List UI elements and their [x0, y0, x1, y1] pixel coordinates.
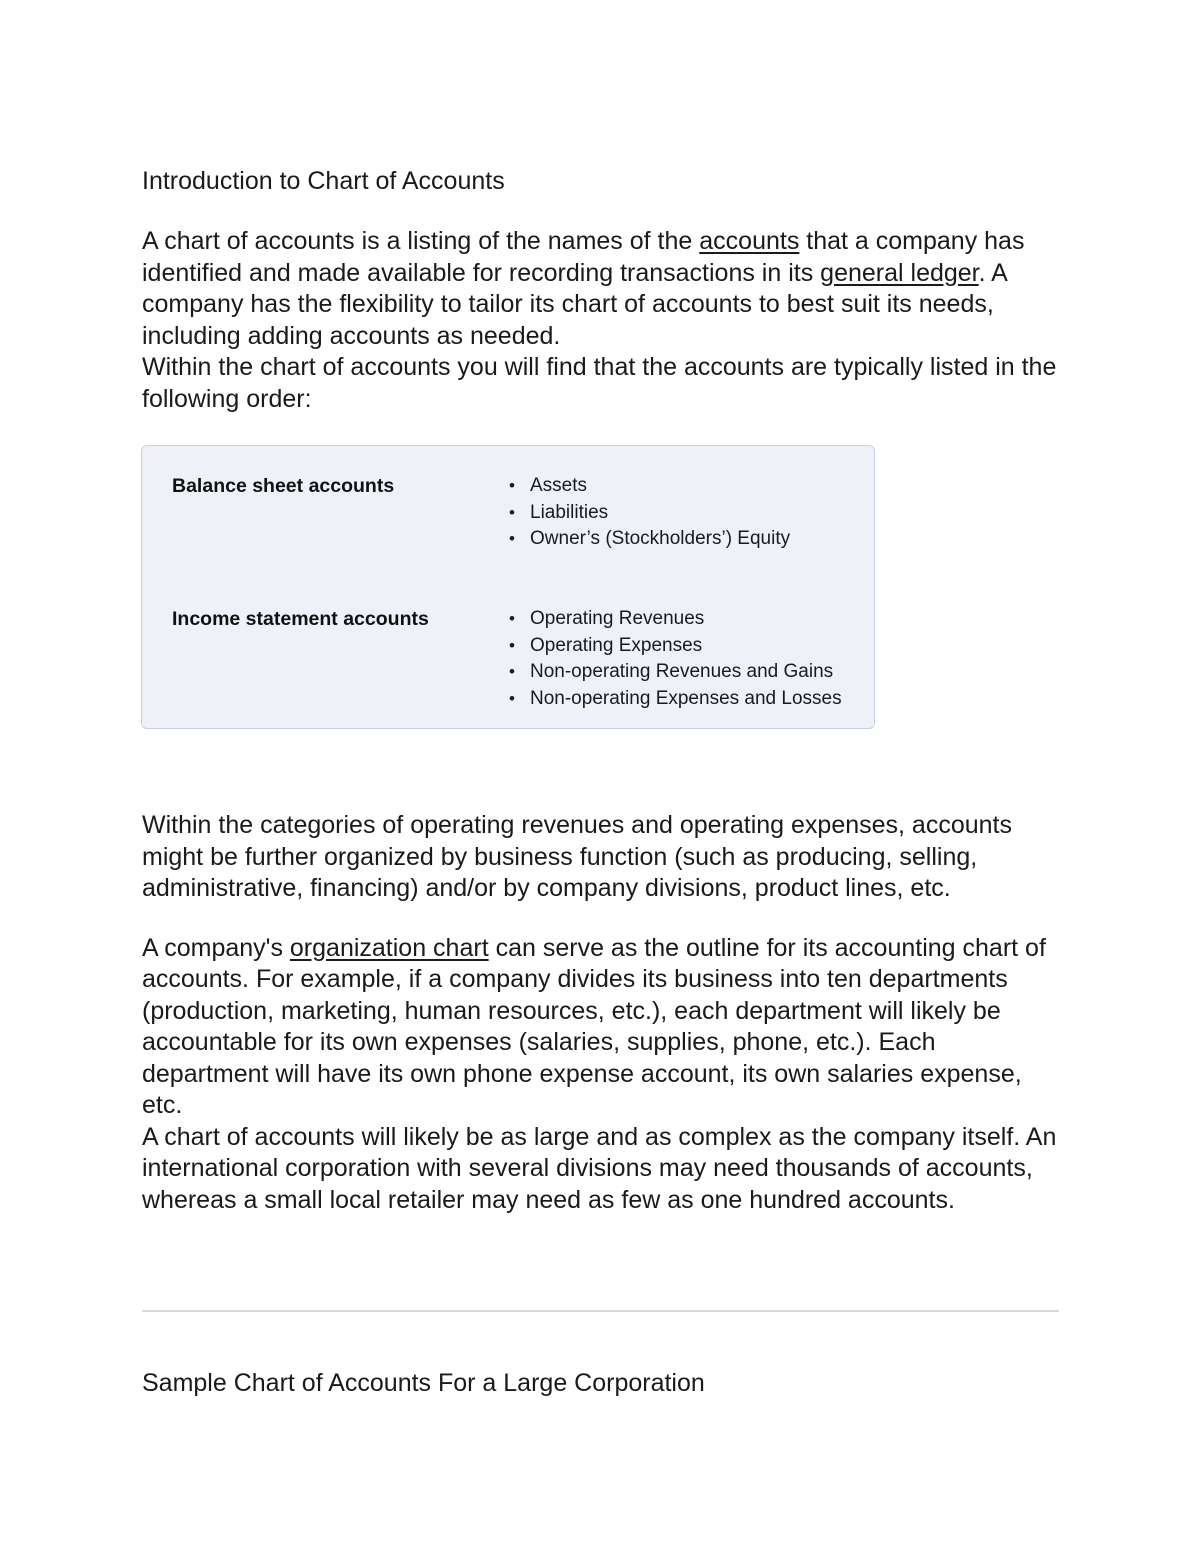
body-section [142, 810, 1060, 1216]
section-title: Sample Chart of Accounts For a Large Corporation [142, 1369, 705, 1397]
accounts-link[interactable]: accounts [699, 227, 800, 255]
list-item: • Non-operating Expenses and Losses [509, 686, 842, 713]
list-item: • Operating Expenses [509, 633, 842, 660]
intro-text-b: that a company has identified and made available for recording transactions in its [142, 227, 1025, 287]
list-item: • Non-operating Revenues and Gains [509, 659, 842, 686]
page-title: Introduction to Chart of Accounts [142, 167, 505, 195]
intro-paragraph [142, 226, 1060, 352]
categories-paragraph: Within the categories of operating revenues and operating expenses, accounts might be further organized by business function (such as producing, selling, administrative, financing) and/or by company divisions, product lines, etc. [142, 811, 1012, 902]
list-item: • Owner’s (Stockholders’) Equity [509, 526, 790, 553]
org-text-b: can serve as the outline for its accounting chart of accounts. For example, if a company divides its business into ten departments (production, marketing, human resources, etc.), each department will likely be accountable for its own expenses (salaries, supplies, phone, etc.). Each department will have its own phone expense account, its own salaries expense, etc. [142, 933, 1046, 1119]
list-item: • Assets [509, 473, 790, 500]
intro-text-c: . A company has the flexibility to tailor its chart of accounts to best suit its needs, including adding accounts as needed. [142, 258, 1007, 350]
income-statement-label: Income statement accounts [172, 608, 429, 630]
section-divider [142, 1310, 1059, 1312]
org-text-a: A company's [142, 933, 290, 962]
size-paragraph: A chart of accounts will likely be as large and as complex as the company itself. An international corporation with several divisions may need thousands of accounts, whereas a small local retailer may need as few as one hundred accounts. [142, 1122, 1057, 1214]
intro-section [142, 164, 1060, 415]
list-item: • Liabilities [509, 500, 790, 527]
spacer [142, 905, 1060, 933]
balance-sheet-label: Balance sheet accounts [172, 475, 395, 497]
spacer [142, 198, 1060, 226]
organization-chart-link[interactable]: organization chart [289, 933, 489, 962]
organization-paragraph [142, 933, 1060, 1122]
list-item: • Operating Revenues [509, 606, 842, 633]
income-statement-list [509, 606, 842, 712]
general-ledger-link[interactable]: general ledger [820, 258, 979, 287]
account-order-card [141, 445, 875, 729]
balance-sheet-list [509, 473, 790, 553]
intro-text-a: A chart of accounts is a listing of the names of the [142, 227, 700, 255]
order-paragraph: Within the chart of accounts you will find that the accounts are typically listed in the following order: [142, 353, 1057, 413]
